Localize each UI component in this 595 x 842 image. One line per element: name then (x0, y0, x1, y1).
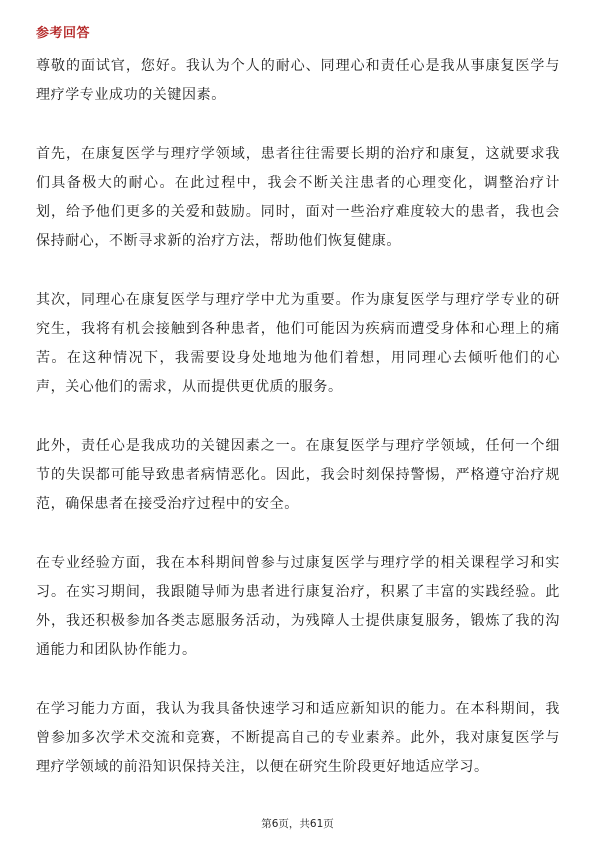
section-heading: 参考回答 (36, 26, 91, 41)
answer-body (36, 52, 560, 812)
page-number: 第6页，共61页 (261, 818, 334, 830)
paragraph-4: 此外，责任心是我成功的关键因素之一。在康复医学与理疗学领域，任何一个细节的失误都可能导致患者病情恶化。因此，我会时刻保持警惕，严格遵守治疗规范，确保患者在接受治疗过程中的安全。 (36, 438, 560, 512)
paragraph-1: 尊敬的面试官，您好。我认为个人的耐心、同理心和责任心是我从事康复医学与理疗学专业成功的关键因素。 (36, 58, 560, 103)
paragraph-2: 首先，在康复医学与理疗学领域，患者往往需要长期的治疗和康复，这就要求我们具备极大的耐心。在此过程中，我会不断关注患者的心理变化，调整治疗计划，给予他们更多的关爱和鼓励。同时，面对一些治疗难度较大的患者，我也会保持耐心，不断寻求新的治疗方法，帮助他们恢复健康。 (36, 146, 560, 249)
paragraph-6: 在学习能力方面，我认为我具备快速学习和适应新知识的能力。在本科期间，我曾参加多次学术交流和竞赛，不断提高自己的专业素养。此外，我对康复医学与理疗学领域的前沿知识保持关注，以便在研究生阶段更好地适应学习。 (36, 701, 560, 775)
paragraph-3: 其次，同理心在康复医学与理疗学中尤为重要。作为康复医学与理疗学专业的研究生，我将有机会接触到各种患者，他们可能因为疾病而遭受身体和心理上的痛苦。在这种情况下，我需要设身处地地为他们着想，用同理心去倾听他们的心声，关心他们的需求，从而提供更优质的服务。 (36, 292, 560, 395)
paragraph-5: 在专业经验方面，我在本科期间曾参与过康复医学与理疗学的相关课程学习和实习。在实习期间，我跟随导师为患者进行康复治疗，积累了丰富的实践经验。此外，我还积极参加各类志愿服务活动，为残障人士提供康复服务，锻炼了我的沟通能力和团队协作能力。 (36, 555, 560, 658)
